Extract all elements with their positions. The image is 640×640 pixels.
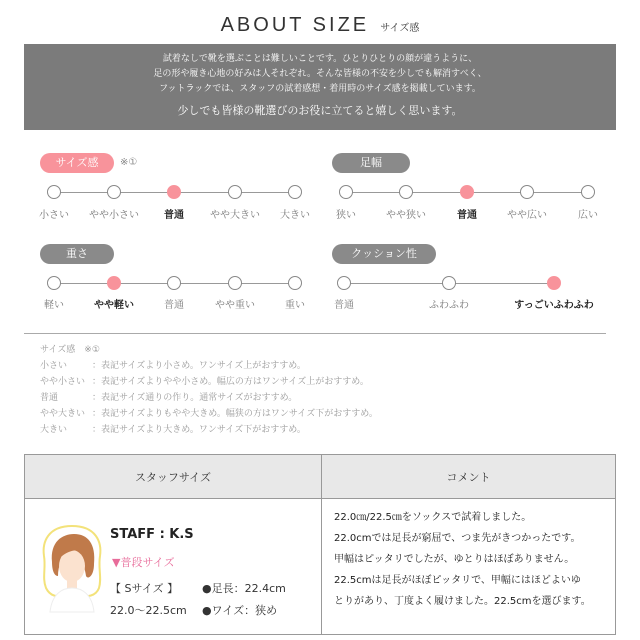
legend-desc: ：表記サイズ通りの作り。通常サイズがおすすめ。 (92, 393, 298, 403)
scale-label: 普通 (164, 210, 184, 221)
size-legend (40, 342, 378, 438)
legend-desc: ：表記サイズより小さめ。ワンサイズ上がおすすめ。 (92, 361, 306, 371)
legend-key: やや小さい (40, 377, 86, 387)
scale-label: 普通 (334, 300, 354, 311)
scale-label: 大きい (280, 210, 310, 221)
scale-dot (228, 276, 242, 290)
page-title (0, 14, 640, 37)
intro-line: 少しでも皆様の靴選びのお役に立てると嬉しく思います。 (177, 104, 463, 117)
legend-key: 普通 (40, 393, 59, 403)
scale-dot (442, 276, 456, 290)
scale-dot (288, 185, 302, 199)
comment-line: 22.5cmは足長がほぼピッタリで、甲幅にはほどよいゆ (334, 575, 581, 586)
comment-table-header: コメント (322, 455, 616, 499)
scale-dot-selected (107, 276, 121, 290)
scale-size-title: サイズ感 (40, 153, 114, 173)
scale-dot-selected (167, 185, 181, 199)
staff-specs (202, 578, 286, 622)
intro-box (24, 44, 616, 130)
scale-dot (167, 276, 181, 290)
legend-key: やや大きい (40, 409, 86, 419)
scale-width-title: 足幅 (332, 153, 410, 173)
scale-label: ふわふわ (429, 300, 469, 311)
scale-dot (288, 276, 302, 290)
scale-dot-selected (547, 276, 561, 290)
legend-row (40, 406, 378, 422)
comment-line: 22.0㎝/22.5㎝をソックスで試着しました。 (334, 512, 532, 523)
scale-dot-selected (460, 185, 474, 199)
scale-dot (399, 185, 413, 199)
scale-label: 小さい (39, 210, 69, 221)
scale-label: 広い (578, 210, 598, 221)
staff-name: STAFF : K.S (110, 527, 194, 542)
legend-row (40, 390, 378, 406)
title-main: ABOUT SIZE (220, 14, 370, 36)
foot-length: ●足長：22.4cm (202, 582, 286, 595)
foot-width: ●ワイズ：狭め (202, 604, 278, 617)
scale-label: 普通 (457, 210, 477, 221)
comment-cell (322, 499, 616, 635)
usual-size-label: ▼普段サイズ (112, 556, 175, 569)
legend-key: 小さい (40, 361, 68, 371)
scale-dot (47, 276, 61, 290)
scale-dot (520, 185, 534, 199)
scale-label: やや大きい (210, 210, 260, 221)
legend-row (40, 358, 378, 374)
scale-dot (228, 185, 242, 199)
comment-line: とりがあり、丁度よく履けました。22.5cmを選びます。 (334, 596, 591, 607)
scale-label: やや狭い (386, 210, 426, 221)
staff-table-header: スタッフサイズ (25, 455, 322, 499)
scale-label: やや小さい (89, 210, 139, 221)
staff-size-info (110, 578, 187, 622)
staff-avatar-icon (38, 522, 106, 614)
legend-desc: ：表記サイズよりもやや大きめ。幅狭の方はワンサイズ下がおすすめ。 (92, 409, 378, 419)
scale-label: 軽い (44, 300, 64, 311)
title-sub: サイズ感 (380, 23, 420, 34)
legend-title: サイズ感 ※① (40, 345, 100, 355)
staff-table (24, 454, 616, 635)
legend-key: 大きい (40, 425, 68, 435)
scale-label: やや軽い (94, 300, 134, 311)
scale-weight-title: 重さ (40, 244, 114, 264)
divider (24, 333, 606, 334)
intro-line: フットラックでは、スタッフの試着感想・着用時のサイズ感を掲載しています。 (159, 84, 481, 94)
intro-line: 足の形や履き心地の好みは人それぞれ。そんな皆様の不安を少しでも解消すべく、 (153, 69, 487, 79)
legend-row (40, 422, 378, 438)
scale-label: やや広い (507, 210, 547, 221)
staff-size-range: 22.0〜22.5cm (110, 604, 187, 617)
legend-desc: ：表記サイズより大きめ。ワンサイズ下がおすすめ。 (92, 425, 306, 435)
scale-dot (337, 276, 351, 290)
scale-label: 狭い (336, 210, 356, 221)
scale-label: 重い (285, 300, 305, 311)
legend-row (40, 374, 378, 390)
scale-label: やや重い (215, 300, 255, 311)
intro-line: 試着なしで靴を選ぶことは難しいことです。ひとりひとりの顔が違うように、 (162, 54, 478, 64)
scale-cushion-title: クッション性 (332, 244, 436, 264)
legend-desc: ：表記サイズよりやや小さめ。幅広の方はワンサイズ上がおすすめ。 (92, 377, 369, 387)
scale-dot (107, 185, 121, 199)
comment-line: 22.0cmでは足長が窮屈で、つま先がきつかったです。 (334, 533, 581, 544)
scale-dot (47, 185, 61, 199)
scale-label: 普通 (164, 300, 184, 311)
scale-dot (339, 185, 353, 199)
scale-label: すっごいふわふわ (514, 300, 594, 311)
scale-dot (581, 185, 595, 199)
comment-line: 甲幅はピッタリでしたが、ゆとりはほぼありません。 (334, 554, 575, 565)
staff-card-cell (25, 499, 322, 635)
scale-size-note: ※① (120, 157, 138, 168)
staff-size: 【 Sサイズ 】 (110, 582, 179, 595)
